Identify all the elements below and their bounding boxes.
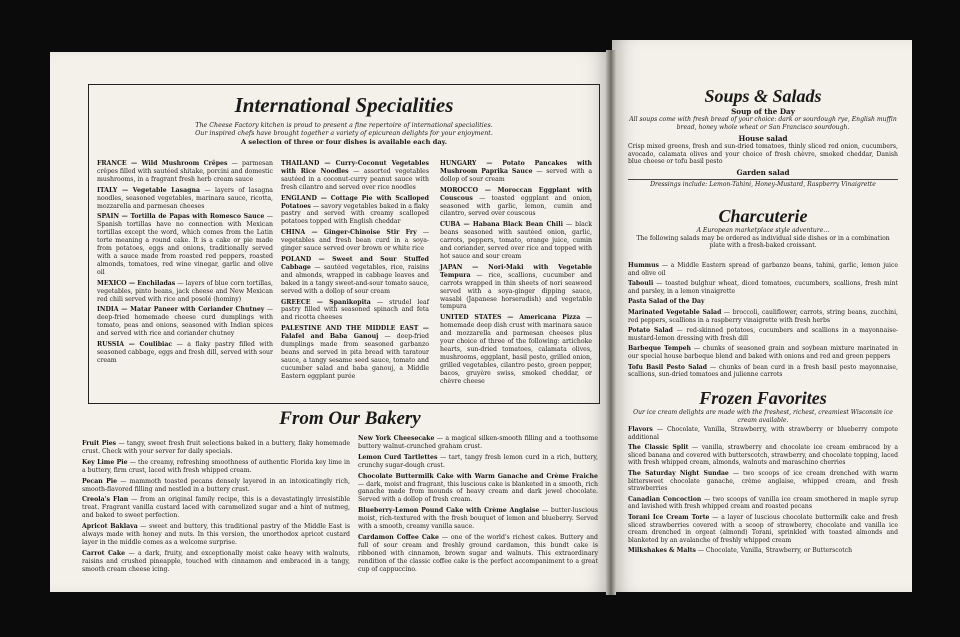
frozen-item-desc: — two scoops of ice cream drenched with warm bittersweet chocolate ganache, crème anglaise, whipped cream, and fresh strawberries [628, 469, 898, 493]
frozen-title: Frozen Favorites [699, 388, 827, 408]
intl-dish-name: MOROCCO — Moroccan Eggplant with Couscous [440, 186, 592, 202]
bakery-item-desc: — tart, tangy fresh lemon curd in a rich, buttery, crunchy sugar-dough crust. [358, 453, 598, 469]
intl-dish-desc: — homemade deep dish crust with marinara sauce and mozzarella and parmesan cheeses plus your choice of three of the following: artichoke hearts, sun-dried tomatoes, calamata olives, mushrooms, eggplant, basil pesto, grilled onion, grilled vegetables, cilantro pesto, green pepper, bacos, gruyère swiss, smoked cheddar, or chèvre cheese [440, 314, 592, 385]
charcuterie-item [628, 309, 898, 324]
frozen-item [628, 470, 898, 493]
bakery-item [358, 473, 598, 505]
charcuterie-item [628, 345, 898, 360]
bakery-item [82, 550, 350, 574]
intl-dish-name: UNITED STATES — Americana Pizza [440, 314, 581, 322]
bakery-item-desc: — tangy, sweet fresh fruit selections baked in a buttery, flaky homemade crust. Check with your server for daily specials. [82, 440, 350, 455]
charcuterie-item-name: Hummus [628, 262, 659, 269]
intl-dish-desc: — deep-fried dumplings made from seasoned garbanzo beans and served in pita bread with taratour sauce, a tangy sesame seed sauce, tomato and cucumber salad and baba ganouj, a Middle Eastern eggplant purée [281, 333, 429, 380]
charcuterie-section [628, 206, 898, 250]
charcuterie-item-name: Tabouli [628, 280, 654, 288]
charcuterie-item-desc: — red-skinned potatoes, cucumbers and scallions in a mayonnaise-mustard-lemon dressing with fresh dill [628, 327, 898, 342]
frozen-item [628, 547, 898, 555]
intl-dish [97, 160, 273, 184]
bakery-column-1 [82, 440, 350, 577]
charcuterie-item [628, 262, 898, 277]
charcuterie-item-name: Barbeque Tempeh [628, 345, 691, 353]
charcuterie-item [628, 280, 898, 295]
charcuterie-intro: The following salads may be ordered as individual side dishes or in a combination plate with a fresh-baked croissant. [636, 234, 890, 250]
intl-dish-name: POLAND — Sweet and Sour Stuffed Cabbage [281, 255, 429, 271]
bakery-item [82, 459, 350, 475]
frozen-item-desc: — a layer of luscious chocolate buttermilk cake and fresh sliced strawberries covered with a scoop of strawberry, chocolate and vanilla ice cream drenched in orgeat (almond) Torani, sprinkled with toasted almonds and blanketed by an avalanche of freshly whipped cream [628, 513, 898, 544]
intl-dish-desc: — toasted eggplant and onion, seasoned with garlic, lemon, cumin and cilantro, served over couscous [440, 194, 592, 218]
bakery-item-name: New York Cheesecake [358, 435, 435, 442]
intl-dish-name: PALESTINE AND THE MIDDLE EAST — Falafel and Baba Ganouj [281, 325, 429, 341]
charcuterie-subtitle: A European marketplace style adventure… [696, 227, 830, 234]
intl-dish [440, 264, 592, 311]
bakery-item [358, 454, 598, 470]
house-salad-title: House salad [738, 134, 788, 144]
frozen-item-desc: — Chocolate, Vanilla, Strawberry, or Butterscotch [695, 547, 853, 555]
intl-dish-desc: — vegetables and fresh bean curd in a soya-ginger sauce served over brown or white rice [281, 229, 429, 253]
charcuterie-item-desc: — chunks of bean curd in a fresh basil pesto mayonnaise, scallions, sun-dried tomatoes and julienne carrots [628, 363, 898, 379]
intl-dish-desc: — sautéed vegetables, rice, raisins and almonds, wrapped in cabbage leaves and baked in a tangy sweet-and-sour tomato sauce, served with a dollop of sour cream [281, 263, 429, 295]
frozen-list [628, 426, 898, 558]
international-intro-2: Our inspired chefs have brought together a variety of epicurean delights for your enjoyment. [195, 130, 493, 137]
bakery-column-2 [358, 435, 598, 577]
intl-dish [97, 341, 273, 365]
soups-title: Soups & Salads [704, 86, 822, 106]
bakery-item-name: Fruit Pies [82, 440, 117, 447]
frozen-section [628, 388, 898, 424]
intl-dish-desc: — Spanish tortillas have no connection with Mexican tortillas except the word, which comes from the Latin torte meaning a round cake. It is a cake or pie made from potatoes, eggs and onions, traditionally served with a sauce made from roasted red peppers, roasted almonds, tomatoes, red wine vinegar, garlic and olive oil [97, 213, 273, 276]
intl-dish-desc: — strudel leaf pastry filled with seasoned spinach and feta and ricotta cheeses [281, 298, 429, 322]
frozen-item-name: Torani Ice Cream Torte [628, 513, 710, 521]
intl-dish-name: CHINA — Ginger-Chinoise Stir Fry [281, 229, 417, 237]
charcuterie-item-name: Tofu Basil Pesto Salad [628, 363, 707, 371]
intl-dish [97, 280, 273, 304]
soup-desc: All soups come with fresh bread of your choice: dark or sourdough rye, English muffin bread, honey whole wheat or San Francisco sourdough. [629, 116, 897, 131]
bakery-item-name: Creola's Flan [82, 496, 129, 504]
bakery-item-desc: — sweet and buttery, this traditional pastry of the Middle East is always made with honey and nuts. In this version, the unorthodox apricot custard layer in the middle comes as a welcome surprise. [82, 523, 350, 546]
intl-dish-name: ITALY — Vegetable Lasagna [97, 186, 200, 194]
intl-dish-desc: — black beans seasoned with sautéed onion, garlic, carrots, peppers, tomato, orange juice, cumin and coriander, served over rice and topped with hot sauce and sour cream [440, 221, 592, 260]
intl-dish-name: CUBA — Habana Black Bean Chili [440, 221, 563, 229]
frozen-item [628, 496, 898, 511]
charcuterie-item-desc: — chunks of seasoned grain and soybean mixture marinated in our special house barbeque blend and baked with onions and red and green peppers [628, 345, 898, 360]
bakery-item-desc: — a magical silken-smooth filling and a toothsome buttery walnut-crunched graham crust. [358, 435, 599, 450]
intl-dish-desc: — layers of blue corn tortillas, vegetables, pinto beans, jack cheese and New Mexican red chili served with rice and posolé (hominy) [97, 279, 273, 303]
bakery-item [82, 523, 350, 547]
bakery-title: From Our Bakery [279, 408, 421, 429]
frozen-item-name: The Classic Split [628, 444, 689, 452]
charcuterie-item-desc: — toasted bulghur wheat, diced tomatoes, cucumbers, scallions, fresh mint and parsley, in a lemon vinaigrette [628, 280, 898, 295]
intl-dish-desc: — a flaky pastry filled with seasoned cabbage, eggs and fresh dill, served with sour cream [97, 341, 273, 364]
intl-dish-name: ENGLAND — Cottage Pie with Scalloped Potatoes [281, 194, 429, 210]
bakery-item-name: Cardamon Coffee Cake [358, 533, 439, 541]
intl-dish-desc: — savory vegetables baked in a flaky pastry and served with creamy scalloped potatoes topped with English cheddar [281, 202, 429, 226]
international-note: A selection of three or four dishes is available each day. [241, 138, 447, 146]
bakery-item [358, 507, 598, 531]
bakery-item-desc: — a dark, fruity, and exceptionally moist cake heavy with walnuts, raisins and crushed pineapple, touched with cinnamon and embraced in a tangy, smooth cream cheese icing. [82, 549, 350, 573]
bakery-item-name: Carrot Cake [82, 549, 126, 557]
international-column-1 [97, 160, 273, 368]
intl-dish [440, 221, 592, 261]
charcuterie-item-name: Potato Salad [628, 327, 673, 335]
charcuterie-item [628, 364, 898, 379]
soups-section [628, 86, 898, 189]
frozen-item-name: The Saturday Night Sundae [628, 469, 729, 477]
bakery-item-desc: — dark, moist and fragrant, this luscious cake is blanketed in a smooth, rich ganache made from mounds of heavy cream and dark jewel chocolate. Served with a dollop of fresh cream. [358, 480, 598, 504]
intl-dish-desc: — layers of lasagna noodles, seasoned vegetables, marinara sauce, ricotta, mozzarella and parmesan cheeses [97, 186, 273, 210]
intl-dish [440, 187, 592, 219]
garden-salad-title: Garden salad [736, 167, 790, 177]
frozen-item [628, 426, 898, 441]
charcuterie-title: Charcuterie [718, 206, 808, 226]
frozen-item [628, 444, 898, 467]
intl-dish [97, 187, 273, 211]
bakery-item [82, 440, 350, 456]
frozen-item-desc: — Chocolate, Vanilla, Strawberry, with strawberry or blueberry compote additional [628, 426, 898, 441]
intl-dish-desc: — served with a dollop of sour cream [440, 167, 593, 183]
bakery-item-name: Chocolate Buttermilk Cake with Warm Ganache and Crème Fraiche [358, 472, 598, 480]
bakery-item-name: Blueberry-Lemon Pound Cake with Crème Anglaise [358, 507, 540, 515]
bakery-item-desc: — one of the world's richest cakes. Buttery and full of sour cream and freshly ground cardamon, this bundt cake is ribboned with cinnamon, brown sugar and walnuts. This extraordinary rendition of the classic coffee cake is the perfect accompaniment to a great cup of cappuccino. [358, 533, 598, 573]
frozen-item-desc: — vanilla, strawberry and chocolate ice cream embraced by a sliced banana and covered with butterscotch, strawberry, and chocolate topping, laced with fresh whipped cream, almonds, walnuts and maraschino cherries [628, 444, 899, 467]
bakery-item [358, 435, 598, 451]
intl-dish [281, 229, 429, 253]
frozen-item [628, 514, 898, 544]
intl-dish [440, 314, 592, 385]
bakery-item-name: Key Lime Pie [82, 458, 128, 466]
bakery-item-name: Pecan Pie [82, 477, 118, 485]
intl-dish-name: HUNGARY — Potato Pancakes with Mushroom Paprika Sauce [440, 160, 592, 175]
intl-dish-desc: — rice, scallions, cucumber and carrots wrapped in thin sheets of nori seaweed served with a soya-ginger dipping sauce, wasabi (Japanese horseradish) and vegetable tempura [440, 271, 592, 311]
bakery-item-desc: — mammoth toasted pecans densely layered in an intoxicatingly rich, smooth-flavored filling and nestled in a buttery crust. [82, 477, 350, 493]
intl-dish [281, 160, 429, 192]
bakery-item-desc: — from an original family recipe, this is a devastatingly irresistible treat. Fragrant vanilla custard laced with caramelized sugar and a hint of nutmeg, and baked to sweet perfection. [82, 496, 350, 520]
bakery-item [82, 478, 350, 494]
bakery-item-desc: — butter-luscious moist, rich-textured with the fresh bouquet of lemon and blueberry. Served with a smooth, creamy vanilla sauce. [358, 507, 598, 531]
intl-dish-name: JAPAN — Nori-Maki with Vegetable Tempura [440, 263, 592, 279]
frozen-item-desc: — two scoops of vanilla ice cream smothered in maple syrup and lavished with fresh whipped cream and roasted pecans [628, 495, 898, 511]
intl-dish [281, 325, 429, 380]
bakery-item [358, 534, 598, 574]
intl-dish-name: GREECE — Spanikopita [281, 298, 371, 306]
international-title: International Specialities [234, 93, 454, 117]
bakery-item-name: Apricot Baklava [82, 523, 138, 531]
international-column-2 [281, 160, 429, 384]
charcuterie-item-desc: — broccoli, cauliflower, carrots, string beans, zucchini, red peppers, scallions in a raspberry vinaigrette with fresh herbs [628, 308, 898, 324]
intl-dish-name: THAILAND — Curry-Coconut Vegetables with Rice Noodles [281, 160, 429, 175]
intl-dish-desc: — deep-fried homemade cheese curd dumplings with tomato, peas and onions, seasoned with Indian spices and served with rice and coriander chutney [97, 306, 274, 338]
intl-dish-desc: — assorted vegetables sautéed in a coconut-curry peanut sauce with fresh cilantro and served over rice noodles [281, 167, 430, 191]
intl-dish-name: FRANCE — Wild Mushroom Crêpes [97, 160, 228, 167]
intl-dish-name: INDIA — Matar Paneer with Coriander Chutney [97, 306, 265, 314]
intl-dish [281, 195, 429, 227]
charcuterie-item-name: Marinated Vegetable Salad [628, 308, 722, 316]
intl-dish-name: RUSSIA — Coulibiac [97, 341, 173, 349]
international-column-3 [440, 160, 592, 388]
intl-dish-desc: — parmesan crêpes filled with sautéed shitake, porcini and domestic mushrooms, in a fragrant fresh herb cream sauce [97, 160, 274, 183]
bakery-item-desc: — the creamy, refreshing smoothness of authentic Florida key lime in a buttery, firm crust, laced with fresh whipped cream. [82, 458, 350, 474]
frozen-item-name: Flavors [628, 426, 653, 433]
frozen-item-name: Milkshakes & Malts [628, 547, 696, 555]
charcuterie-item [628, 327, 898, 342]
charcuterie-item-name: Pasta Salad of the Day [628, 298, 705, 306]
international-intro-1: The Cheese Factory kitchen is proud to present a fine repertoire of international specialities. [195, 122, 493, 129]
bakery-item-name: Lemon Curd Tartlettes [358, 453, 438, 461]
intl-dish [97, 306, 273, 338]
charcuterie-list [628, 262, 898, 382]
house-salad-desc: Crisp mixed greens, fresh and sun-dried tomatoes, thinly sliced red onion, cucumbers, avocado, calamata olives and your choice of fresh chèvre, smoked cheddar, Danish blue cheese or tofu basil pesto [628, 143, 898, 166]
intl-dish [281, 299, 429, 323]
intl-dish-name: SPAIN — Tortilla de Papas with Romesco Sauce [97, 213, 265, 221]
page-fold [606, 50, 616, 595]
frozen-intro: Our ice cream delights are made with the freshest, richest, creamiest Wisconsin ice cream available. [633, 409, 893, 424]
soup-of-day: Soup of the Day [731, 107, 795, 116]
intl-dish-name: MEXICO — Enchiladas [97, 279, 176, 287]
intl-dish [97, 213, 273, 276]
intl-dish [281, 256, 429, 296]
dressings: Dressings include: Lemon-Tahini, Honey-Mustard, Raspberry Vinaigrette [628, 179, 898, 189]
intl-dish [440, 160, 592, 184]
bakery-item [82, 496, 350, 520]
charcuterie-item [628, 298, 898, 306]
charcuterie-item-desc: — a Middle Eastern spread of garbanzo beans, tahini, garlic, lemon juice and olive oil [628, 262, 898, 277]
frozen-item-name: Canadian Concoction [628, 495, 702, 503]
